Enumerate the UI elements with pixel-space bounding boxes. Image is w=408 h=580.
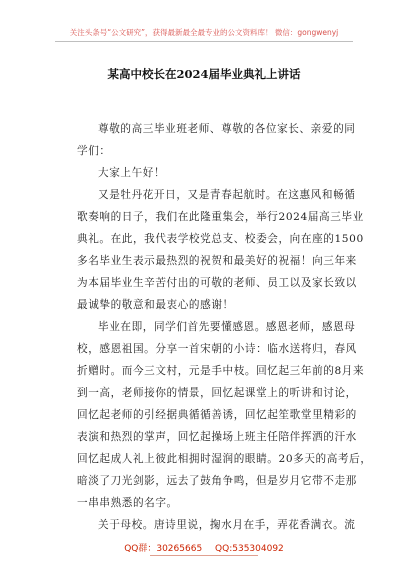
body-line: 尊敬的高三毕业班老师、尊敬的各位家长、亲爱的同 (98, 123, 356, 135)
footer-contact (0, 541, 408, 554)
header-divider (55, 41, 353, 42)
body-line: 关于母校。唐诗里说，掬水月在手，弄花香满衣。流 (98, 519, 356, 531)
body-line: 回忆起成人礼上彼此相拥时湿润的眼睛。20多天的高考后， (77, 453, 372, 465)
body-line: 一串串熟悉的名字。 (77, 497, 178, 509)
header-note: 关注头条号“公文研究”，获得最新最全最专业的公文资料库！ 微信：gongwenyj (69, 28, 339, 37)
footer-divider (150, 555, 258, 556)
document-title: 某高中校长在2024届毕业典礼上讲话 (107, 67, 301, 81)
body-line: 最诚挚的敬意和最衷心的感谢！ (77, 299, 234, 311)
body-line: 回忆起老师的引经据典循循善诱，回忆起笙歌堂里精彩的 (77, 409, 357, 421)
body-line: 又是牡丹花开日，又是青春起航时。在这惠风和畅循 (98, 189, 356, 201)
body-line: 毕业在即，同学们首先要懂感恩。感恩老师，感恩母 (98, 321, 356, 333)
body-line: 多名毕业生表示最热烈的祝贺和最美好的祝福！向三年来 (77, 255, 357, 267)
body-line: 典礼。在此，我代表学校党总支、校委会，向在座的1500 (77, 233, 364, 245)
body-line: 校，感恩祖国。分享一首宋朝的小诗：临水送将归，春风 (77, 343, 357, 355)
body-line: 表演和热烈的掌声，回忆起操场上班主任陪伴挥洒的汗水 (77, 431, 357, 443)
body-line: 到一高，老师接你的情景，回忆起课堂上的听讲和讨论， (77, 387, 357, 399)
body-line: 折赠时。而今三文村，元是手中枝。回忆起三年前的8月来 (77, 365, 365, 377)
body-line: 为本届毕业生辛苦付出的可敬的老师、员工以及家长致以 (77, 277, 357, 289)
body-line: 大家上午好！ (98, 167, 166, 179)
footer-qq-number: QQ:535304092 (215, 544, 284, 554)
body-line: 暗淡了刀光剑影，远去了鼓角争鸣，但是岁月它带不走那 (77, 475, 357, 487)
document-body (77, 118, 372, 536)
body-line: 歌奏响的日子，我们在此隆重集会，举行2024届高三毕业 (77, 211, 364, 223)
footer-qq-group: QQ群：30265665 (124, 544, 203, 554)
body-line: 学们： (77, 145, 111, 157)
